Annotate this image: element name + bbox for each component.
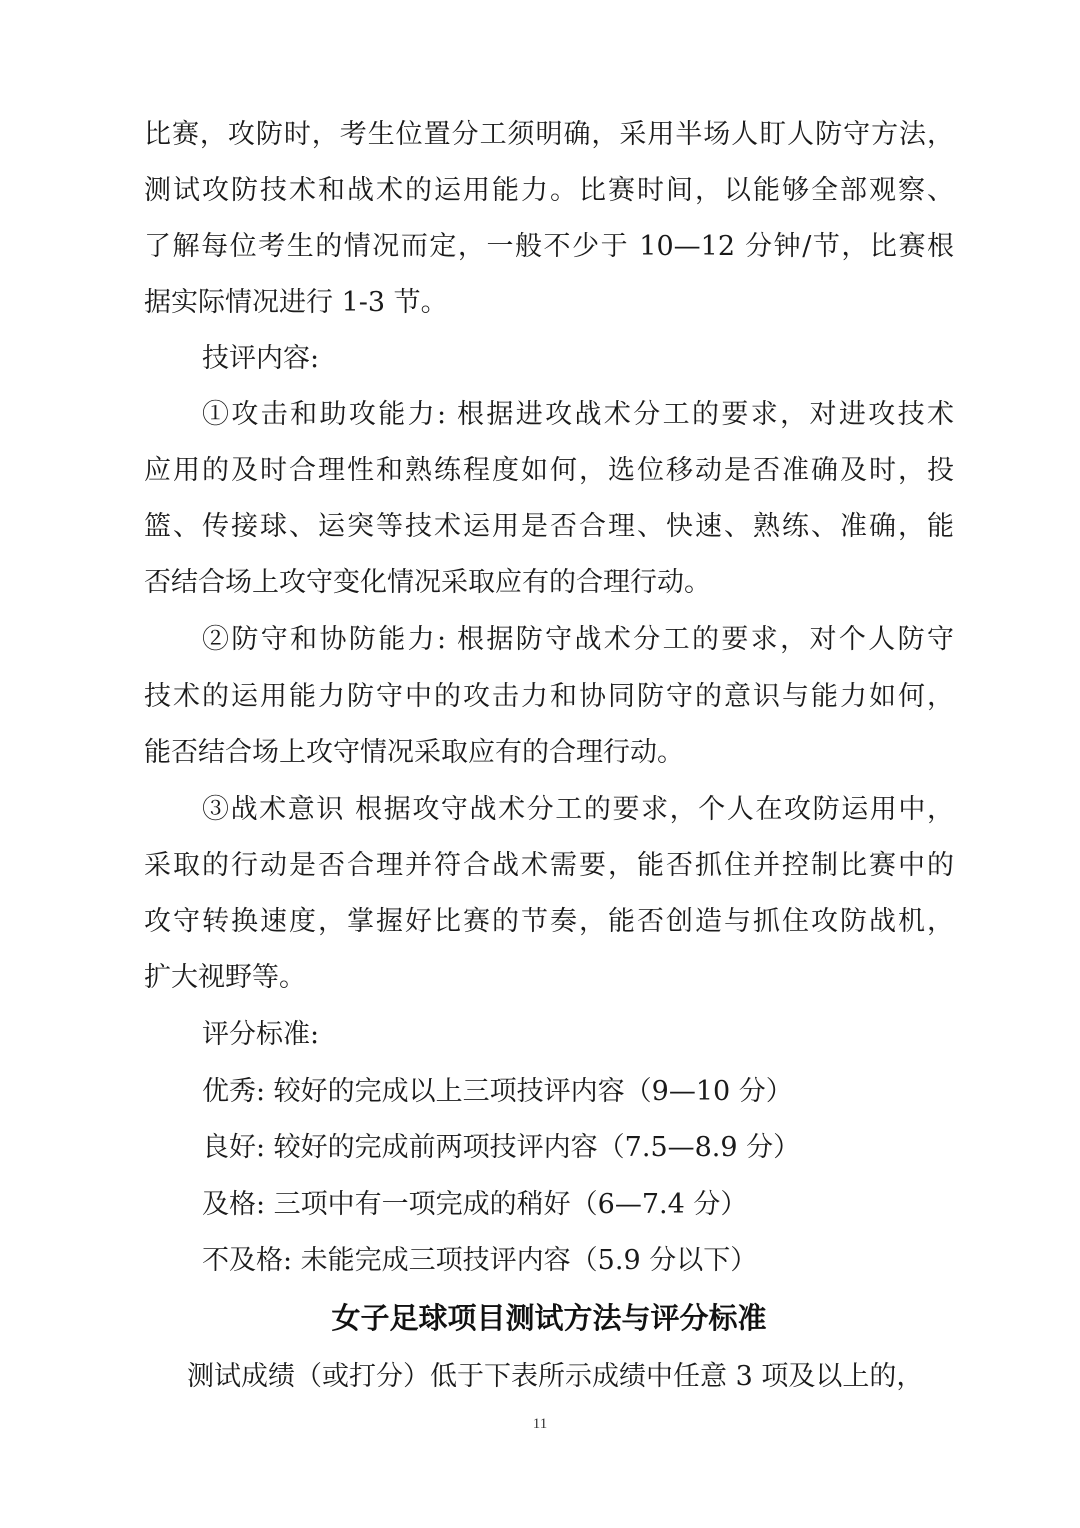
scoring-label: 评分标准: xyxy=(202,1019,320,1050)
grade-pass: 及格: 三项中有一项完成的稍好（6—7.4 分） xyxy=(202,1189,748,1220)
item3-line: 攻守转换速度，掌握好比赛的节奏，能否创造与抓住攻防战机， xyxy=(144,906,954,937)
paragraph-line: 据实际情况进行 1-3 节。 xyxy=(144,287,448,318)
paragraph-line: 了解每位考生的情况而定，一般不少于 10—12 分钟/节，比赛根 xyxy=(144,231,954,262)
item3-line: 采取的行动是否合理并符合战术需要，能否抓住并控制比赛中的 xyxy=(144,850,954,881)
page-number: 11 xyxy=(532,1416,548,1432)
section-heading: 女子足球项目测试方法与评分标准 xyxy=(331,1301,767,1335)
paragraph-line: 测试攻防技术和战术的运用能力。比赛时间，以能够全部观察、 xyxy=(144,175,954,206)
item1-line: ①攻击和助攻能力: 根据进攻战术分工的要求，对进攻技术 xyxy=(202,399,954,430)
grade-excellent: 优秀: 较好的完成以上三项技评内容（9—10 分） xyxy=(202,1076,793,1107)
item3-line: ③战术意识 根据攻守战术分工的要求，个人在攻防运用中， xyxy=(202,794,954,825)
item2-line: ②防守和协防能力: 根据防守战术分工的要求，对个人防守 xyxy=(202,624,954,655)
grade-fail: 不及格: 未能完成三项技评内容（5.9 分以下） xyxy=(202,1245,758,1276)
grade-good: 良好: 较好的完成前两项技评内容（7.5—8.9 分） xyxy=(202,1132,801,1163)
item3-line: 扩大视野等。 xyxy=(144,962,306,993)
paragraph-line: 测试成绩（或打分）低于下表所示成绩中任意 3 项及以上的， xyxy=(187,1361,924,1392)
item2-line: 技术的运用能力防守中的攻击力和协同防守的意识与能力如何， xyxy=(144,681,954,712)
item2-line: 能否结合场上攻守情况采取应有的合理行动。 xyxy=(144,737,684,768)
tech-eval-label: 技评内容: xyxy=(202,343,320,374)
item1-line: 篮、传接球、运突等技术运用是否合理、快速、熟练、准确，能 xyxy=(144,511,954,542)
item1-line: 应用的及时合理性和熟练程度如何，选位移动是否准确及时，投 xyxy=(144,455,954,486)
item1-line: 否结合场上攻守变化情况采取应有的合理行动。 xyxy=(144,567,711,598)
paragraph-line: 比赛，攻防时，考生位置分工须明确，采用半场人盯人防守方法， xyxy=(144,119,954,150)
